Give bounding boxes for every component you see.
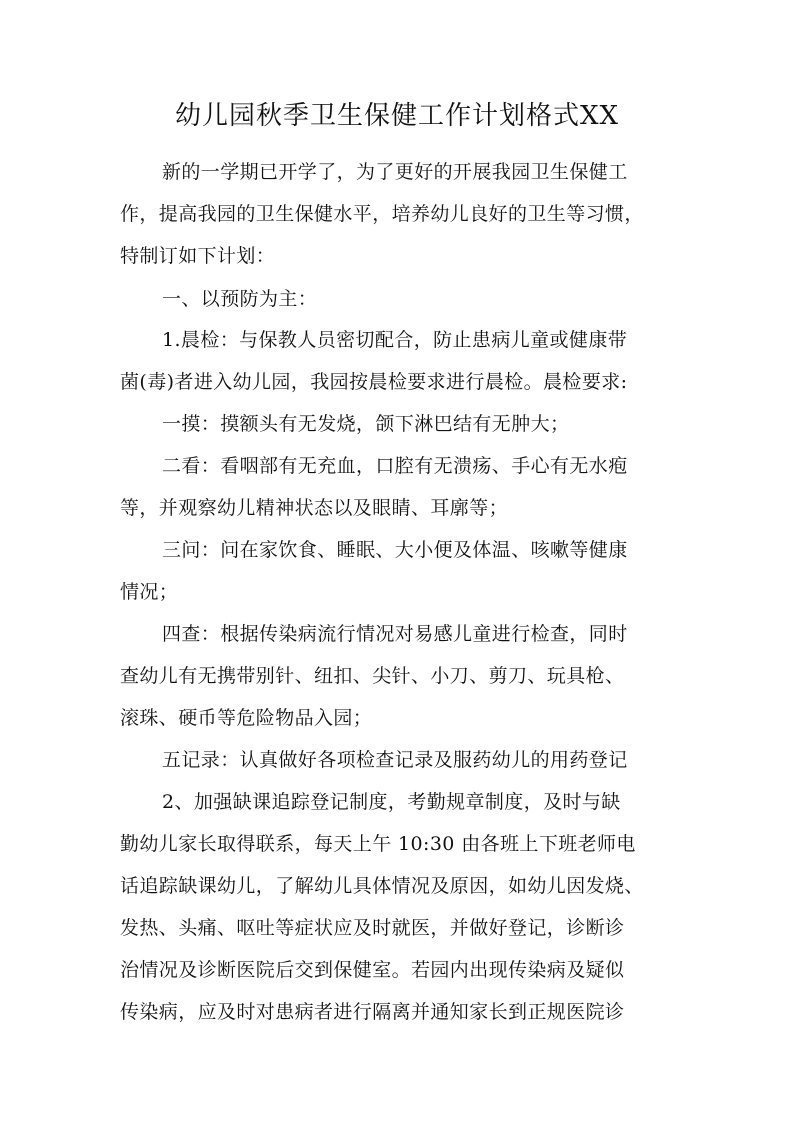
- paragraph-line: 菌(毒)者进入幼儿园，我园按晨检要求进行晨检。晨检要求:: [120, 371, 628, 393]
- paragraph-line: 1.晨检：与保教人员密切配合，防止患病儿童或健康带: [162, 329, 628, 351]
- paragraph-line: 等，并观察幼儿精神状态以及眼睛、耳廓等；: [120, 497, 509, 519]
- document-title: 幼儿园秋季卫生保健工作计划格式XX: [174, 101, 620, 131]
- paragraph-line: 2、加强缺课追踪登记制度，考勤规章制度，及时与缺: [162, 791, 621, 813]
- paragraph-line: 一摸：摸额头有无发烧，颌下淋巴结有无肿大；: [162, 413, 570, 435]
- paragraph-line: 治情况及诊断医院后交到保健室。若园内出现传染病及疑似: [120, 959, 625, 981]
- paragraph-line: 二看：看咽部有无充血，口腔有无溃疡、手心有无水疱: [162, 455, 628, 477]
- paragraph-line: 作，提高我园的卫生保健水平，培养幼儿良好的卫生等习惯，: [120, 203, 644, 225]
- paragraph-line: 传染病，应及时对患病者进行隔离并通知家长到正规医院诊: [120, 1001, 625, 1023]
- section-heading: 一、以预防为主：: [162, 288, 318, 310]
- paragraph-line: 情况；: [120, 581, 179, 603]
- paragraph-line: 滚珠、硬币等危险物品入园；: [120, 707, 373, 729]
- paragraph-line: 三问：问在家饮食、睡眠、大小便及体温、咳嗽等健康: [162, 539, 628, 561]
- paragraph-line: 发热、头痛、呕吐等症状应及时就医，并做好登记，诊断诊: [120, 917, 625, 939]
- paragraph-line: 勤幼儿家长取得联系，每天上午 10:30 由各班上下班老师电: [120, 833, 636, 855]
- paragraph-line: 五记录：认真做好各项检查记录及服药幼儿的用药登记: [162, 749, 628, 771]
- paragraph-line: 新的一学期已开学了，为了更好的开展我园卫生保健工: [162, 161, 628, 183]
- paragraph-line: 话追踪缺课幼儿，了解幼儿具体情况及原因，如幼儿因发烧、: [120, 875, 644, 897]
- paragraph-line: 查幼儿有无携带别针、纽扣、尖针、小刀、剪刀、玩具枪、: [120, 665, 625, 687]
- paragraph-line: 四查：根据传染病流行情况对易感儿童进行检查，同时: [162, 623, 628, 645]
- paragraph-line: 特制订如下计划：: [120, 245, 276, 267]
